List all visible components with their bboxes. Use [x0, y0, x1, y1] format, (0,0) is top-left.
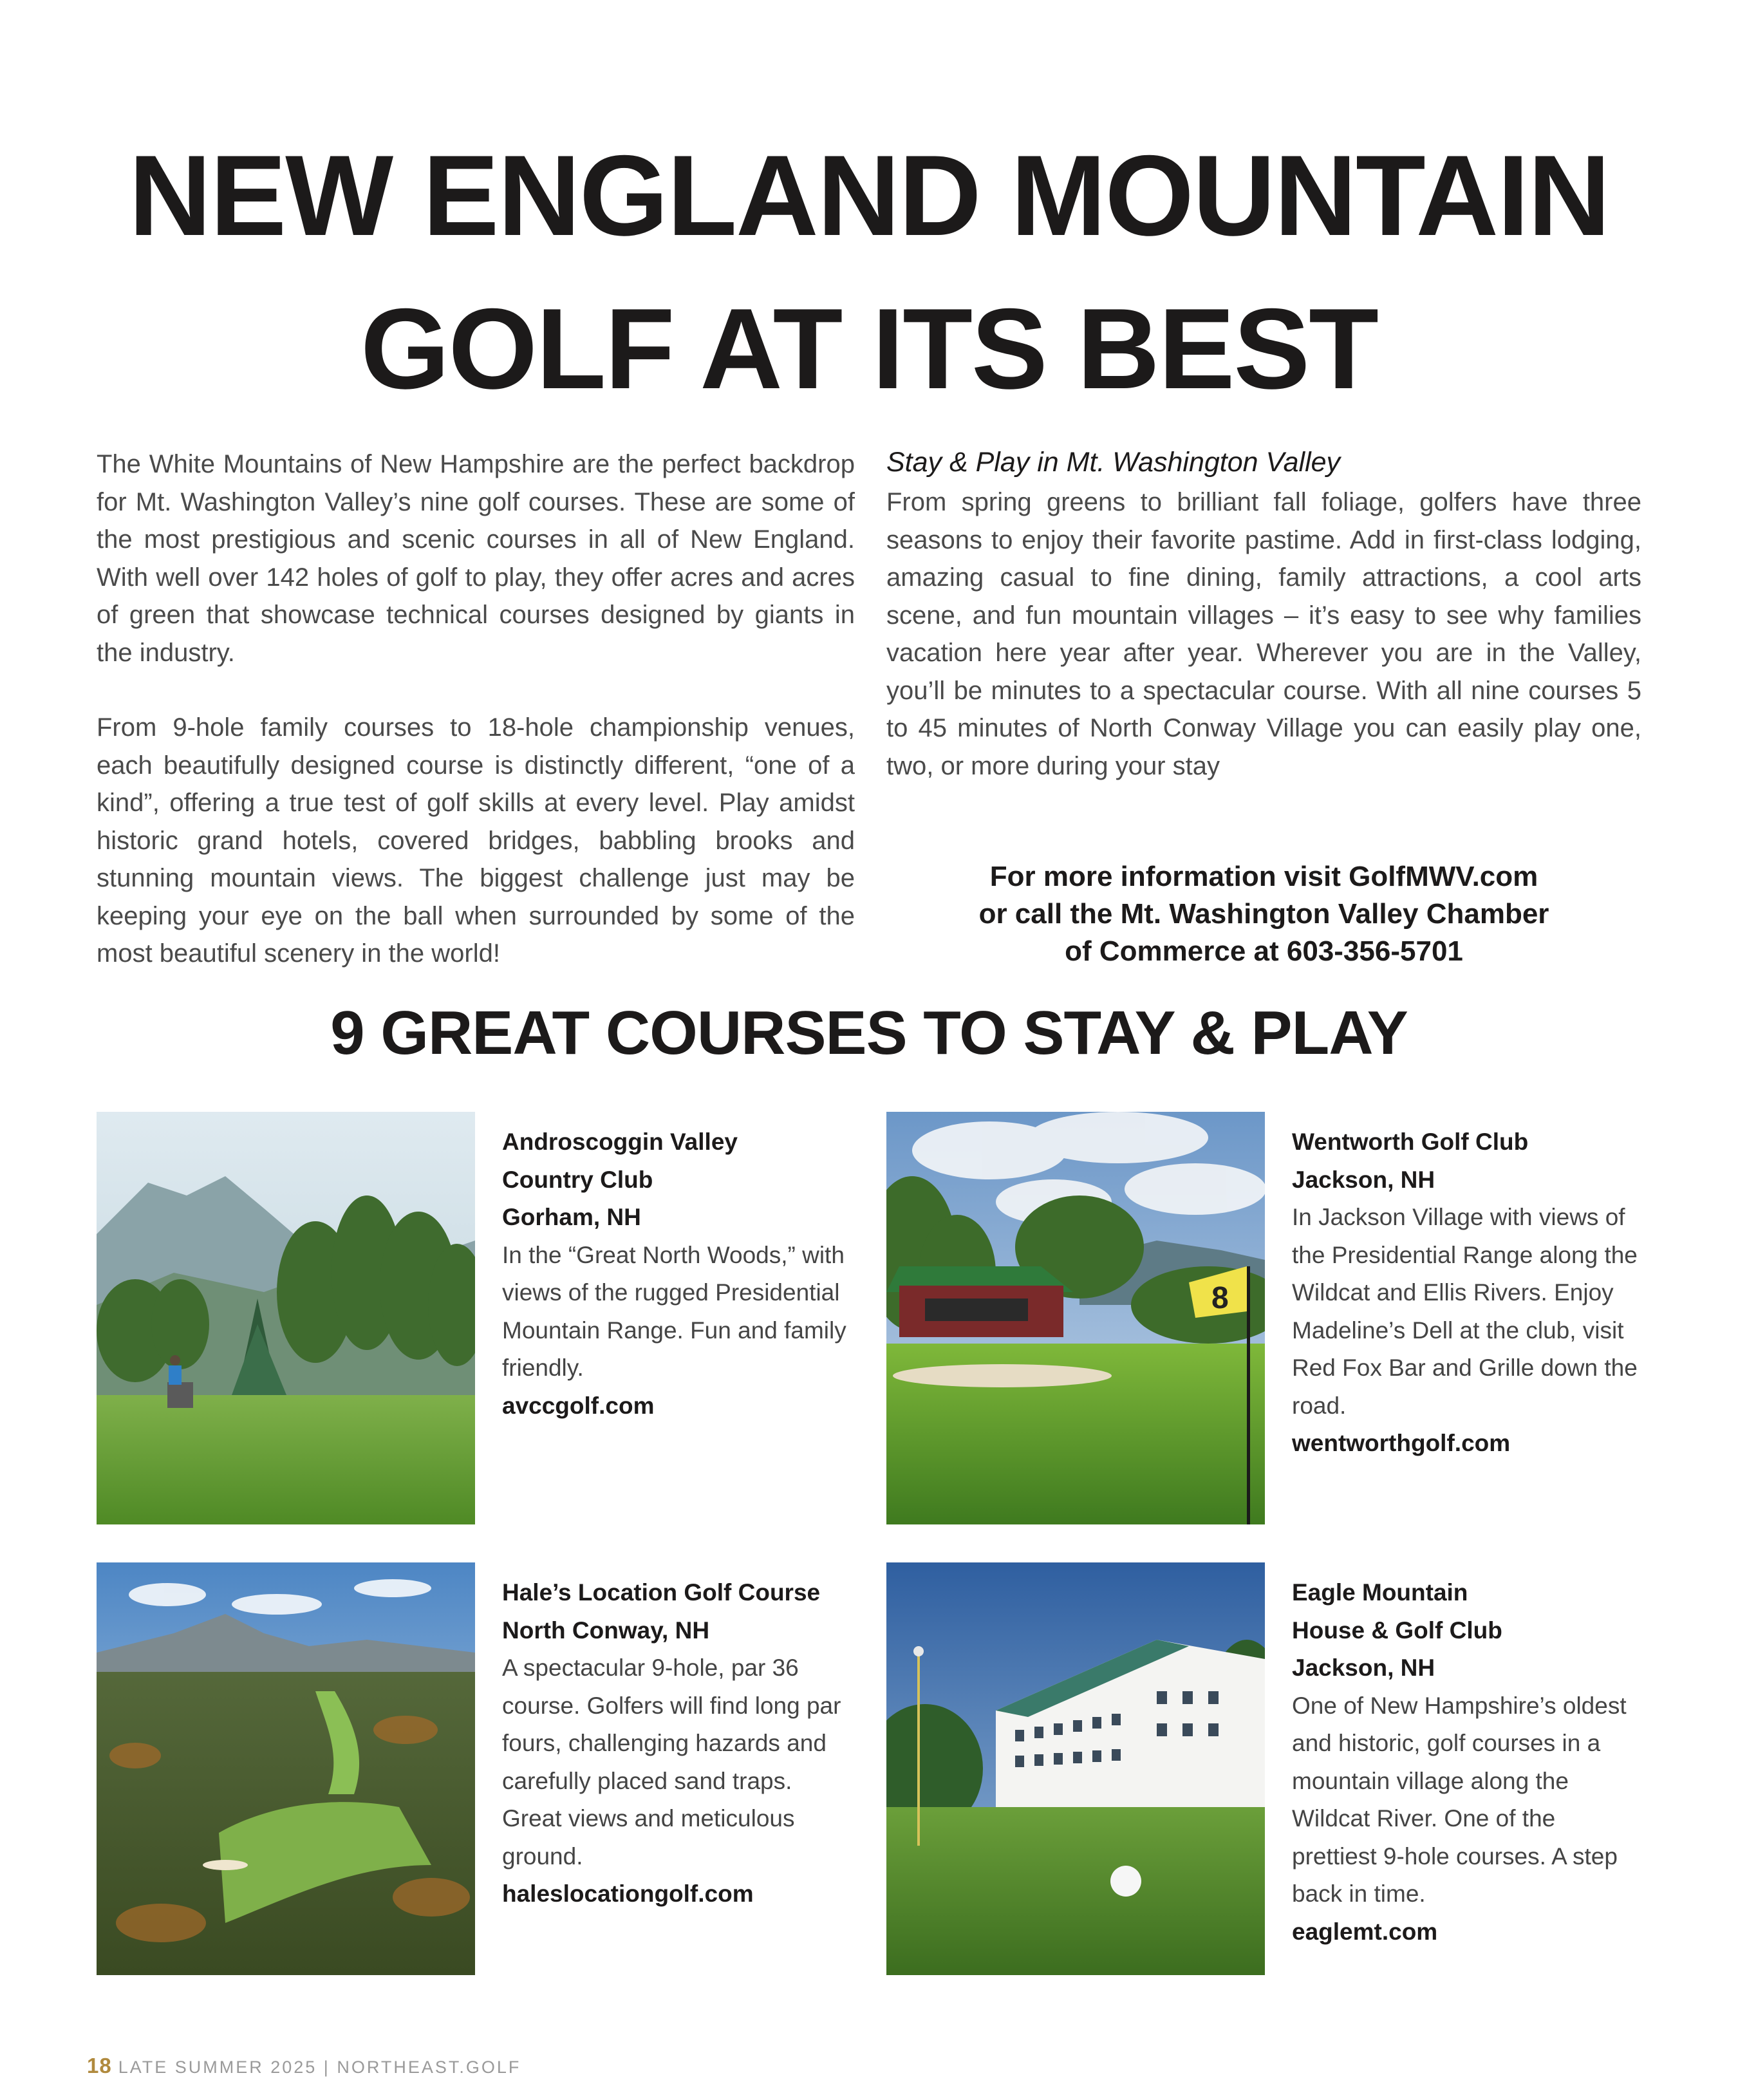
course-website-link[interactable]: eaglemt.com	[1292, 1918, 1438, 1945]
page-footer	[87, 2054, 521, 2078]
headline-line-1: NEW ENGLAND MOUNTAIN	[128, 131, 1610, 259]
contact-info	[886, 858, 1641, 970]
course-name-line-2: Country Club	[502, 1166, 653, 1193]
course-location: Jackson, NH	[1292, 1166, 1435, 1193]
page-number: 18	[87, 2054, 112, 2077]
course-description: In the “Great North Woods,” with views of the rugged Presidential Mountain Range. Fun and family friendly.	[502, 1241, 846, 1381]
headline-line-2: GOLF AT ITS BEST	[360, 285, 1378, 413]
intro-paragraph-1: The White Mountains of New Hampshire are the perfect backdrop for Mt. Washington Valley’s nine golf courses. These are some of the most prestigious and scenic courses in all of New England. With well over 142 holes of golf to play, they offer acres and acres of green that showcase technical courses designed by giants in the industry.	[97, 450, 855, 667]
course-name: Androscoggin Valley	[502, 1129, 738, 1155]
course-location: Jackson, NH	[1292, 1655, 1435, 1681]
contact-info-line-1: For more information visit GolfMWV.com	[989, 861, 1538, 892]
contact-info-line-2: or call the Mt. Washington Valley Chamber	[978, 898, 1549, 930]
androscoggin-valley-photo	[97, 1112, 475, 1524]
course-name-line-2: House & Golf Club	[1292, 1617, 1502, 1644]
course-name: Hale’s Location Golf Course	[502, 1579, 821, 1606]
footer-text: LATE SUMMER 2025 | NORTHEAST.GOLF	[118, 2058, 521, 2077]
course-androscoggin-valley	[502, 1123, 853, 1425]
course-location: North Conway, NH	[502, 1617, 710, 1644]
stay-play-text: From spring greens to brilliant fall foliage, golfers have three seasons to enjoy their favorite pastime. Add in first-class lodging, amazing casual to fine dining, family attractions, a cool arts scene, and fun mountain villages – it’s easy to see why families vacation here year after year. Wherever you are in the Valley, you’ll be minutes to a spectacular course. With all nine courses 5 to 45 minutes of North Conway Village you can easily play one, two, or more during your stay	[886, 488, 1641, 780]
stay-play-heading: Stay & Play in Mt. Washington Valley	[886, 447, 1341, 478]
course-description: In Jackson Village with views of the Presidential Range along the Wildcat and Ellis Rivers. Enjoy Madeline’s Dell at the club, visit Red Fox Bar and Grille down the road.	[1292, 1204, 1638, 1419]
course-website-link[interactable]: avccgolf.com	[502, 1392, 655, 1419]
course-name: Wentworth Golf Club	[1292, 1129, 1529, 1155]
courses-section-title: 9 GREAT COURSES TO STAY & PLAY	[330, 998, 1408, 1067]
course-description: One of New Hampshire’s oldest and historic, golf courses in a mountain village along the Wildcat River. One of the prettiest 9-hole courses. A step back in time.	[1292, 1692, 1627, 1907]
page-headline	[0, 119, 1738, 426]
course-hales-location	[502, 1574, 853, 1913]
flag-number: 8	[1211, 1281, 1229, 1315]
hales-location-photo	[97, 1562, 475, 1975]
course-website-link[interactable]: haleslocationgolf.com	[502, 1880, 754, 1907]
course-eagle-mountain	[1292, 1574, 1643, 1951]
course-wentworth-golf-club	[1292, 1123, 1643, 1463]
course-name: Eagle Mountain	[1292, 1579, 1468, 1606]
wentworth-golf-club-photo	[886, 1112, 1265, 1524]
course-website-link[interactable]: wentworthgolf.com	[1292, 1430, 1511, 1456]
eagle-mountain-photo	[886, 1562, 1265, 1975]
course-location: Gorham, NH	[502, 1204, 641, 1230]
course-description: A spectacular 9-hole, par 36 course. Golfers will find long par fours, challenging hazards and carefully placed sand traps. Great views and meticulous ground.	[502, 1655, 841, 1870]
contact-info-line-3: of Commerce at 603-356-5701	[1065, 935, 1463, 967]
intro-paragraph-2: From 9-hole family courses to 18-hole championship venues, each beautifully designed course is distinctly different, “one of a kind”, offering a true test of golf skills at every level. Play amidst historic grand hotels, covered bridges, babbling brooks and stunning mountain views. The biggest challenge just may be keeping your eye on the ball when surrounded by some of the most beautiful scenery in the world!	[97, 713, 855, 968]
